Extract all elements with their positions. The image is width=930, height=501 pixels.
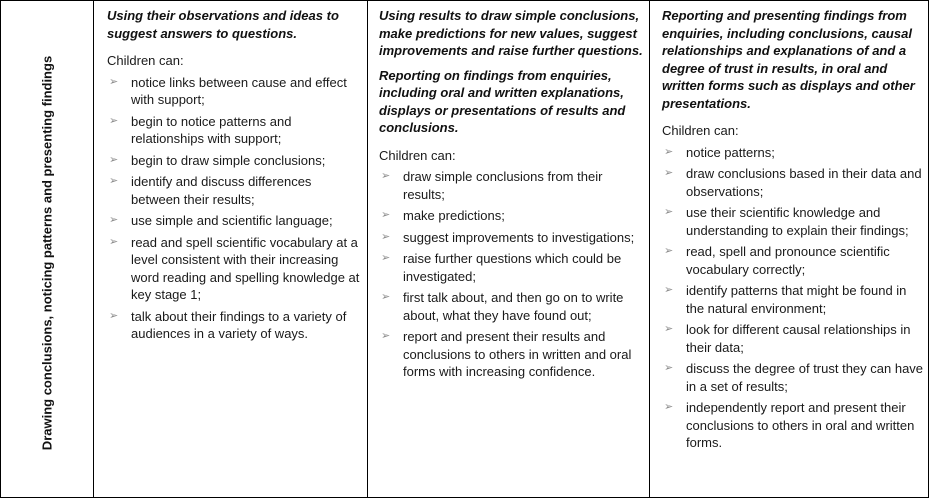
children-can-label: Children can:: [379, 147, 456, 163]
list-item: [379, 328, 645, 381]
list-item-text: report and present their results and conclusions to others in written and oral forms with increasing confidence.: [403, 329, 632, 379]
list-item: [379, 229, 645, 247]
skills-list: [379, 168, 645, 381]
arrow-bullet-icon: ➢: [381, 252, 391, 264]
column-ks1: [100, 1, 362, 343]
arrow-bullet-icon: ➢: [664, 284, 674, 296]
list-item-text: make predictions;: [403, 208, 505, 223]
arrow-bullet-icon: ➢: [109, 235, 119, 248]
list-item-text: use simple and scientific language;: [131, 213, 333, 228]
arrow-bullet-icon: ➢: [381, 291, 391, 303]
list-item: [107, 234, 362, 304]
arrow-bullet-icon: ➢: [664, 401, 674, 413]
arrow-bullet-icon: ➢: [109, 114, 119, 127]
list-item-text: discuss the degree of trust they can have in a set of results;: [686, 361, 924, 394]
list-item-text: raise further questions which could be investigated;: [403, 251, 622, 284]
arrow-bullet-icon: ➢: [109, 214, 119, 226]
arrow-bullet-icon: ➢: [109, 309, 119, 322]
arrow-bullet-icon: ➢: [664, 167, 674, 179]
arrow-bullet-icon: ➢: [109, 175, 119, 187]
list-item: [379, 168, 645, 203]
list-item-text: suggest improvements to investigations;: [403, 229, 635, 245]
arrow-bullet-icon: ➢: [664, 206, 674, 218]
list-item: [662, 321, 926, 356]
children-can-label: Children can:: [107, 53, 184, 68]
list-item: [379, 207, 645, 225]
arrow-bullet-icon: ➢: [381, 230, 391, 243]
list-item: [662, 282, 926, 317]
list-item: [379, 250, 645, 285]
arrow-bullet-icon: ➢: [664, 145, 674, 158]
arrow-bullet-icon: ➢: [381, 170, 391, 182]
column-divider: [649, 1, 650, 497]
list-item: [107, 113, 362, 148]
list-item-text: look for different causal relationships in their data;: [686, 322, 911, 355]
list-item-text: use their scientific knowledge and understanding to explain their findings;: [686, 205, 909, 238]
list-item: [662, 399, 926, 452]
list-item: [107, 212, 362, 230]
column-heading: Reporting on findings from enquiries, including oral and written explanations, displays or presentations of results and conclusions.: [379, 67, 626, 135]
column-divider: [93, 1, 94, 497]
list-item-text: notice links between cause and effect with support;: [131, 74, 347, 107]
skills-list: [107, 74, 362, 343]
arrow-bullet-icon: ➢: [381, 209, 391, 221]
list-item: [107, 74, 362, 109]
skills-list: [662, 144, 926, 452]
column-lower-ks2: [373, 1, 645, 381]
children-can-label: Children can:: [662, 123, 739, 138]
list-item-text: begin to notice patterns and relationships with support;: [131, 113, 292, 146]
list-item: [662, 204, 926, 239]
column-heading: Reporting and presenting findings from enquiries, including conclusions, causal relationships and explanations of and a degree of trust in results, in oral and written forms such as displays and other presentations.: [662, 8, 915, 111]
list-item: [662, 360, 926, 395]
column-heading: Using results to draw simple conclusions, make predictions for new values, suggest improvements and raise further questions.: [379, 8, 643, 58]
list-item-text: first talk about, and then go on to write about, what they have found out;: [403, 290, 624, 323]
list-item-text: identify and discuss differences between their results;: [131, 174, 312, 207]
list-item-text: draw conclusions based in their data and observations;: [686, 166, 922, 199]
list-item-text: begin to draw simple conclusions;: [131, 152, 326, 168]
arrow-bullet-icon: ➢: [664, 245, 674, 257]
column-heading: Using their observations and ideas to suggest answers to questions.: [107, 8, 339, 41]
list-item: [107, 152, 362, 170]
row-label: Drawing conclusions, noticing patterns and presenting findings: [39, 55, 55, 451]
list-item-text: read and spell scientific vocabulary at a level consistent with their increasing word reading and spelling knowledge at key stage 1;: [131, 234, 360, 302]
column-divider: [367, 1, 368, 497]
list-item-text: talk about their findings to a variety of audiences in a variety of ways.: [131, 308, 347, 341]
column-upper-ks2: [656, 1, 926, 452]
list-item-text: read, spell and pronounce scientific vocabulary correctly;: [686, 244, 890, 277]
row-header-cell: [1, 1, 93, 499]
list-item: [662, 144, 926, 162]
arrow-bullet-icon: ➢: [109, 75, 119, 88]
arrow-bullet-icon: ➢: [664, 323, 674, 335]
list-item: [379, 289, 645, 324]
list-item-text: independently report and present their conclusions to others in oral and written forms.: [686, 400, 915, 450]
list-item: [107, 173, 362, 208]
arrow-bullet-icon: ➢: [109, 153, 119, 166]
arrow-bullet-icon: ➢: [381, 330, 391, 342]
list-item: [662, 243, 926, 278]
list-item-text: draw simple conclusions from their results;: [403, 169, 603, 202]
list-item: [662, 165, 926, 200]
list-item-text: notice patterns;: [686, 144, 775, 160]
list-item: [107, 308, 362, 343]
list-item-text: identify patterns that might be found in the natural environment;: [686, 283, 907, 316]
arrow-bullet-icon: ➢: [664, 362, 674, 374]
